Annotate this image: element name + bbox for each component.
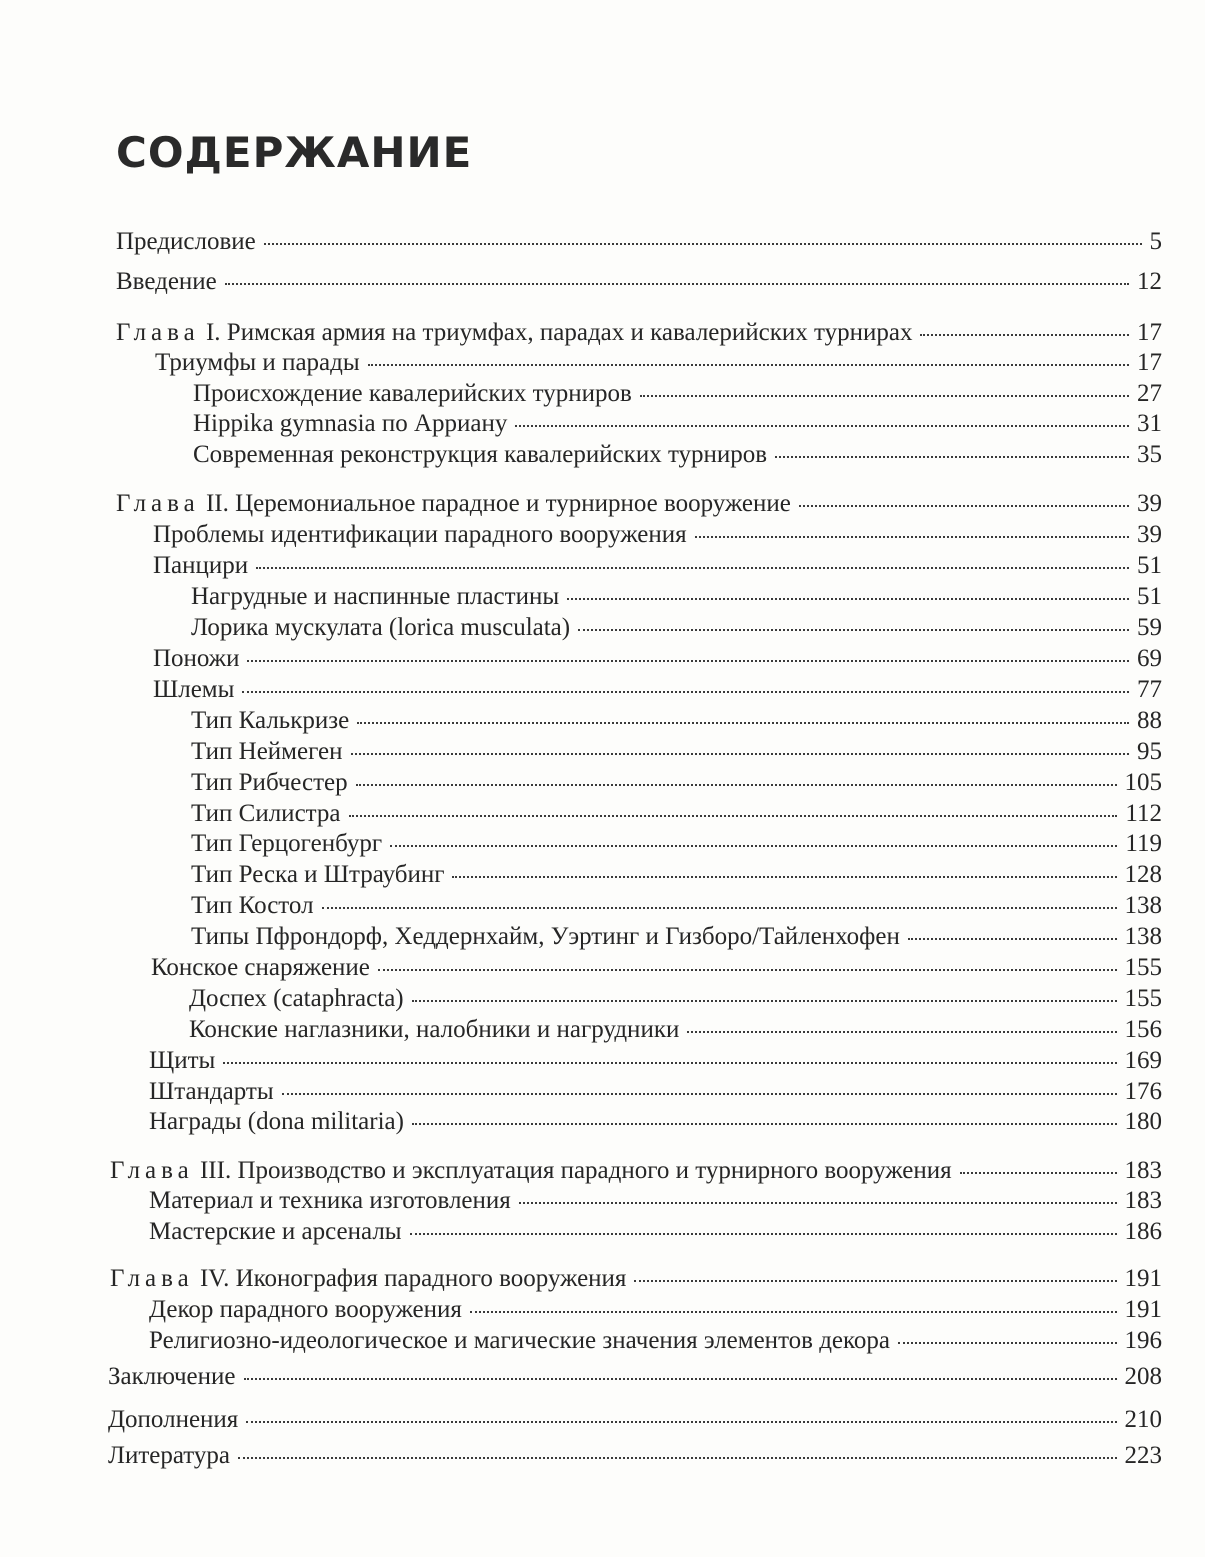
toc-entry <box>151 953 1162 983</box>
dot-leader <box>244 1378 1117 1380</box>
toc-entry-label <box>193 379 632 409</box>
toc-entry-label <box>191 829 382 859</box>
toc-entry-page-number: 5 <box>1149 228 1162 255</box>
toc-entry <box>191 829 1162 859</box>
toc-entry <box>191 768 1162 798</box>
toc-entry-page-number: 191 <box>1124 1296 1162 1323</box>
toc-entry-text: Мастерские и арсеналы <box>149 1218 402 1245</box>
toc-entry-label <box>108 1405 238 1435</box>
dot-leader <box>390 845 1117 847</box>
toc-entry <box>191 737 1162 767</box>
toc-entry-text: Декор парадного вооружения <box>149 1296 462 1323</box>
toc-entry-page-number: 191 <box>1124 1265 1162 1292</box>
dot-leader <box>775 456 1129 458</box>
dot-leader <box>256 567 1129 569</box>
dot-leader <box>242 691 1129 693</box>
toc-entry-page-number: 39 <box>1137 521 1162 548</box>
dot-leader <box>412 1000 1117 1002</box>
toc-entry-text: Доспех (cataphracta) <box>189 985 404 1012</box>
toc-entry <box>191 799 1162 829</box>
toc-entry-text: Дополнения <box>108 1406 239 1433</box>
dot-leader <box>264 243 1142 245</box>
toc-entry-text: Тип Рибчестер <box>191 769 348 796</box>
toc-entry-label <box>110 1156 952 1186</box>
dot-leader <box>634 1280 1116 1282</box>
toc-entry-label <box>191 582 559 612</box>
toc-entry <box>108 1441 1162 1471</box>
toc-entry-label <box>108 1362 236 1392</box>
toc-entry-text: Лорика мускулата (lorica musculata) <box>191 614 571 641</box>
toc-entry-page-number: 176 <box>1124 1078 1162 1105</box>
toc-entry-page-number: 180 <box>1124 1108 1162 1135</box>
toc-entry <box>153 644 1162 674</box>
toc-entry-page-number: 51 <box>1137 583 1162 610</box>
toc-entry <box>153 520 1162 550</box>
toc-entry <box>149 1186 1162 1216</box>
toc-entry-page-number: 77 <box>1137 676 1162 703</box>
dot-leader <box>247 660 1129 662</box>
toc-entry-label <box>193 409 507 439</box>
toc-entry-label <box>153 520 687 550</box>
toc-entry-text: Конское снаряжение <box>151 954 370 981</box>
toc-entry-label <box>191 860 444 890</box>
toc-entry-page-number: 51 <box>1137 552 1162 579</box>
toc-entry-text: Награды (dona militaria) <box>149 1108 404 1135</box>
toc-entry-label <box>191 891 314 921</box>
chapter-prefix: Глава <box>110 1157 194 1184</box>
toc-entry-label <box>149 1107 404 1137</box>
toc-entry-page-number: 35 <box>1137 441 1162 468</box>
toc-entry-text: Поножи <box>153 645 240 672</box>
toc-entry <box>191 706 1162 736</box>
toc-entry-label <box>116 489 791 519</box>
toc-entry <box>193 379 1162 409</box>
toc-entry-label <box>191 613 570 643</box>
toc-entry <box>191 582 1162 612</box>
toc-entry-text: Панцири <box>153 552 249 579</box>
toc-entry-text: Религиозно-идеологическое и магические значения элементов декора <box>149 1327 891 1354</box>
toc-entry <box>193 440 1162 470</box>
page-title: СОДЕРЖАНИЕ <box>116 128 473 177</box>
toc-entry-label <box>153 644 239 674</box>
toc-entry-page-number: 31 <box>1137 410 1162 437</box>
toc-entry-label <box>153 675 234 705</box>
toc-entry-label <box>149 1217 402 1247</box>
toc-entry-page-number: 210 <box>1124 1406 1162 1433</box>
toc-entry-text: Заключение <box>108 1363 236 1390</box>
toc-entry-text: Тип Калькризе <box>191 707 350 734</box>
toc-entry <box>116 267 1162 297</box>
toc-entry <box>191 922 1162 952</box>
toc-entry-label <box>149 1077 274 1107</box>
toc-entry-text: III. Производство и эксплуатация парадного и турнирного вооружения <box>199 1157 952 1184</box>
toc-entry-text: II. Церемониальное парадное и турнирное вооружение <box>205 490 791 517</box>
toc-entry <box>110 1156 1162 1186</box>
chapter-prefix: Глава <box>116 319 200 346</box>
dot-leader <box>356 784 1117 786</box>
toc-entry-page-number: 88 <box>1137 707 1162 734</box>
toc-entry <box>116 489 1162 519</box>
toc-entry-page-number: 208 <box>1124 1363 1162 1390</box>
dot-leader <box>515 425 1129 427</box>
toc-entry-text: Тип Неймеген <box>191 738 343 765</box>
toc-entry-label <box>191 768 348 798</box>
toc-entry-text: Тип Костол <box>191 892 314 919</box>
toc-entry-text: Тип Силистра <box>191 800 341 827</box>
toc-entry <box>153 551 1162 581</box>
toc-entry-page-number: 196 <box>1124 1327 1162 1354</box>
toc-entry-text: Проблемы идентификации парадного вооружения <box>153 521 687 548</box>
toc-entry <box>191 613 1162 643</box>
toc-entry <box>149 1217 1162 1247</box>
toc-entry-page-number: 183 <box>1124 1187 1162 1214</box>
dot-leader <box>410 1233 1117 1235</box>
toc-entry-page-number: 17 <box>1137 319 1162 346</box>
toc-entry-label <box>189 984 404 1014</box>
toc-entry-page-number: 128 <box>1124 861 1162 888</box>
toc-entry-label <box>153 551 248 581</box>
toc-entry-page-number: 17 <box>1137 349 1162 376</box>
toc-entry-label <box>191 922 900 952</box>
toc-entry-text: Шлемы <box>153 676 235 703</box>
dot-leader <box>378 969 1117 971</box>
toc-entry-text: Штандарты <box>149 1078 274 1105</box>
toc-entry <box>149 1295 1162 1325</box>
toc-entry-page-number: 155 <box>1124 954 1162 981</box>
dot-leader <box>898 1342 1116 1344</box>
toc-entry <box>191 860 1162 890</box>
toc-entry <box>149 1046 1162 1076</box>
toc-entry-text: Материал и техника изготовления <box>149 1187 511 1214</box>
toc-entry-page-number: 183 <box>1124 1157 1162 1184</box>
toc-entry-text: Происхождение кавалерийских турниров <box>193 380 632 407</box>
toc-entry <box>153 675 1162 705</box>
toc-entry <box>110 1264 1162 1294</box>
toc-entry-text: Щиты <box>149 1047 216 1074</box>
toc-entry-label <box>155 348 360 378</box>
toc-entry <box>149 1326 1162 1356</box>
toc-entry <box>108 1362 1162 1392</box>
toc-entry-label <box>110 1264 626 1294</box>
toc-entry-text: Литература <box>108 1442 230 1469</box>
toc-entry <box>155 348 1162 378</box>
toc-entry-page-number: 27 <box>1137 380 1162 407</box>
dot-leader <box>567 598 1129 600</box>
toc-entry-text: Конские наглазники, налобники и нагрудники <box>189 1016 680 1043</box>
toc-entry <box>149 1107 1162 1137</box>
dot-leader <box>322 907 1117 909</box>
toc-entry-label <box>149 1295 462 1325</box>
dot-leader <box>246 1421 1116 1423</box>
dot-leader <box>225 283 1129 285</box>
dot-leader <box>351 753 1129 755</box>
toc-entry <box>191 891 1162 921</box>
toc-entry <box>149 1077 1162 1107</box>
toc-entry-label <box>116 318 912 348</box>
toc-entry-page-number: 119 <box>1125 830 1162 857</box>
toc-entry-text: Тип Реска и Штраубинг <box>191 861 445 888</box>
toc-entry-label <box>149 1326 890 1356</box>
dot-leader <box>357 722 1129 724</box>
dot-leader <box>470 1311 1117 1313</box>
toc-entry-label <box>151 953 370 983</box>
toc-entry <box>108 1405 1162 1435</box>
toc-entry-text: Типы Пфрондорф, Хеддернхайм, Уэртинг и Гизборо/Тайленхофен <box>191 923 900 950</box>
toc-entry-text: I. Римская армия на триумфах, парадах и кавалерийских турнирах <box>205 319 913 346</box>
dot-leader <box>578 629 1129 631</box>
toc-entry-text: IV. Иконография парадного вооружения <box>199 1265 627 1292</box>
toc-entry-page-number: 186 <box>1124 1218 1162 1245</box>
dot-leader <box>412 1123 1117 1125</box>
toc-entry-page-number: 95 <box>1137 738 1162 765</box>
toc-entry-label <box>191 737 343 767</box>
dot-leader <box>640 395 1129 397</box>
toc-entry-page-number: 155 <box>1124 985 1162 1012</box>
toc-entry-text: Триумфы и парады <box>155 349 360 376</box>
toc-entry-text: Тип Герцогенбург <box>191 830 383 857</box>
toc-entry <box>189 1015 1162 1045</box>
toc-entry-text: Современная реконструкция кавалерийских турниров <box>193 441 768 468</box>
toc-entry-label <box>191 799 341 829</box>
toc-entry-label <box>108 1441 230 1471</box>
toc-entry-page-number: 112 <box>1125 800 1162 827</box>
toc-entry-page-number: 69 <box>1137 645 1162 672</box>
dot-leader <box>223 1062 1116 1064</box>
dot-leader <box>519 1202 1117 1204</box>
dot-leader <box>920 334 1129 336</box>
toc-entry-page-number: 156 <box>1124 1016 1162 1043</box>
dot-leader <box>349 815 1118 817</box>
dot-leader <box>452 876 1116 878</box>
toc-entry-label <box>193 440 767 470</box>
toc-entry <box>189 984 1162 1014</box>
dot-leader <box>695 536 1129 538</box>
toc-entry <box>116 318 1162 348</box>
toc-entry <box>193 409 1162 439</box>
dot-leader <box>799 505 1129 507</box>
toc-entry-page-number: 12 <box>1137 268 1162 295</box>
toc-entry-text: Введение <box>116 268 217 295</box>
dot-leader <box>960 1172 1117 1174</box>
toc-entry-label <box>191 706 349 736</box>
toc-entry-label <box>116 267 217 297</box>
toc-entry-page-number: 169 <box>1124 1047 1162 1074</box>
dot-leader <box>282 1093 1117 1095</box>
dot-leader <box>368 364 1129 366</box>
toc-entry-page-number: 223 <box>1124 1442 1162 1469</box>
toc-entry-label <box>149 1186 511 1216</box>
toc-entry-text: Нагрудные и наспинные пластины <box>191 583 560 610</box>
dot-leader <box>908 938 1117 940</box>
toc-entry-label <box>149 1046 215 1076</box>
chapter-prefix: Глава <box>116 490 200 517</box>
toc-entry-page-number: 105 <box>1124 769 1162 796</box>
toc-entry-label <box>189 1015 679 1045</box>
toc-entry-page-number: 138 <box>1124 892 1162 919</box>
toc-entry <box>116 227 1162 257</box>
toc-entry-text: Hippika gymnasia по Арриану <box>193 410 508 437</box>
toc-entry-page-number: 39 <box>1137 490 1162 517</box>
toc-entry-text: Предисловие <box>116 228 256 255</box>
chapter-prefix: Глава <box>110 1265 194 1292</box>
toc-entry-page-number: 59 <box>1137 614 1162 641</box>
dot-leader <box>687 1031 1116 1033</box>
toc-entry-label <box>116 227 256 257</box>
dot-leader <box>238 1457 1117 1459</box>
toc-entry-page-number: 138 <box>1124 923 1162 950</box>
